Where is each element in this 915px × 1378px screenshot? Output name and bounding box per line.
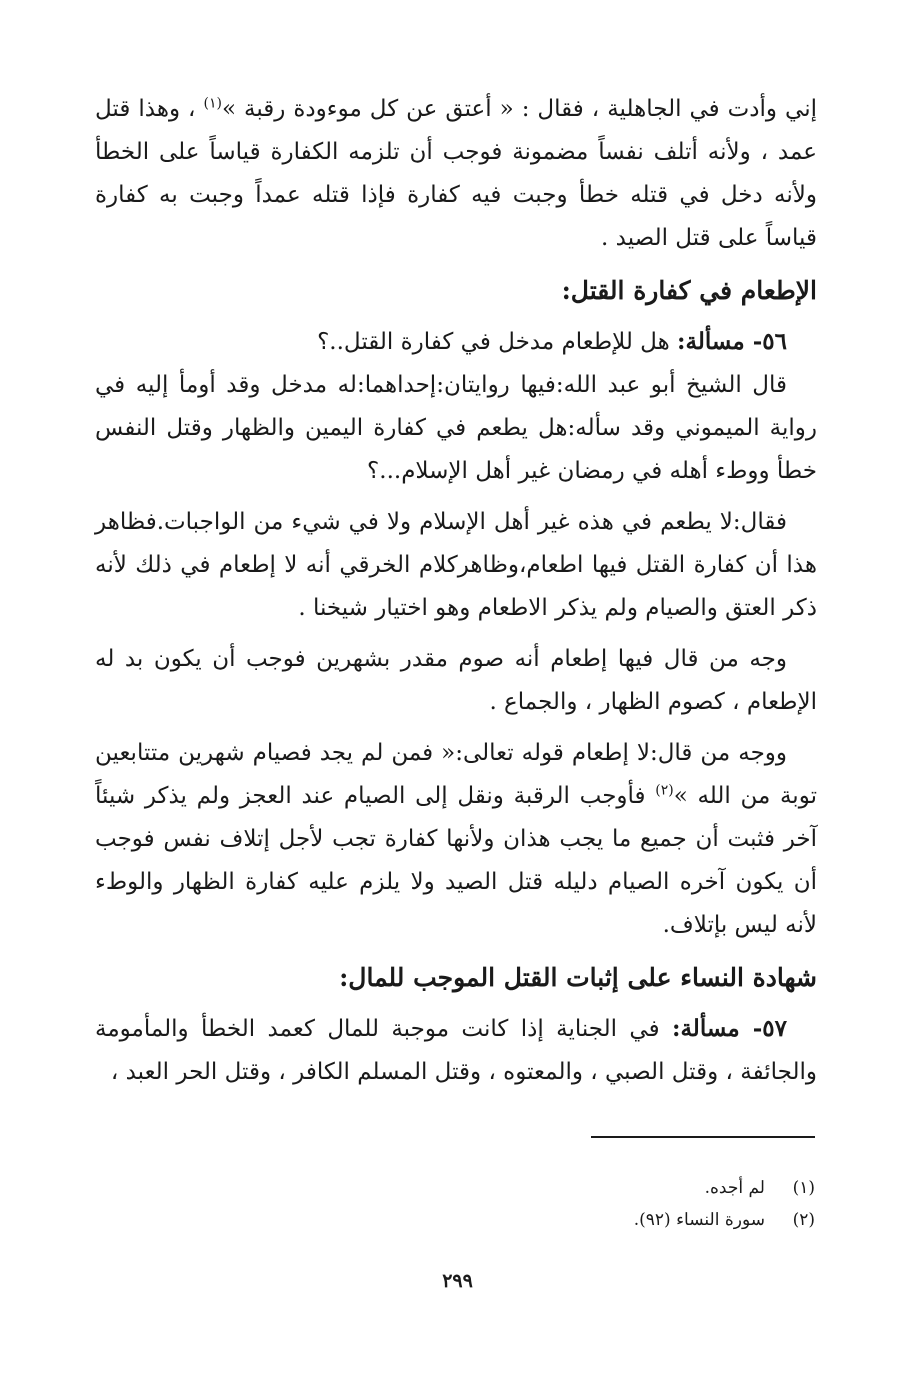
footnote-ref-1: (١) (203, 95, 222, 112)
question-56-number: ٥٦- مسألة: (677, 328, 787, 355)
footnotes (315, 1172, 815, 1236)
footnote-2-text: سورة النساء (٩٢). (633, 1210, 765, 1230)
question-57 (95, 1007, 817, 1094)
paragraph-1-text-b: ، وهذا قتل عمد ، ولأنه أتلف نفساً مضمونة فوجب أن تلزمه الكفارة قياساً على الخطأ ولأنه دخل في قتله خطأ وجبت فيه كفارة فإذا قتله عمداً وجبت به كفارة قياساً على قتل الصيد . (95, 96, 817, 251)
question-56-text: هل للإطعام مدخل في كفارة القتل..؟ (317, 329, 678, 355)
paragraph-5 (95, 732, 817, 947)
footnote-2 (315, 1204, 815, 1236)
section-heading-testimony: شهادة النساء على إثبات القتل الموجب للمال: (339, 963, 817, 992)
paragraph-1-text-a: إني وأدت في الجاهلية ، فقال : « أعتق عن كل موءودة رقبة » (221, 96, 817, 122)
question-57-number: ٥٧- مسألة: (671, 1015, 787, 1042)
paragraph-5-text-a: ووجه من قال:لا إطعام قوله تعالى:« فمن لم يجد فصيام شهرين متتابعين توبة من الله » (95, 740, 817, 809)
section-heading-feeding: الإطعام في كفارة القتل: (561, 276, 817, 305)
footnote-2-number: (٢) (792, 1210, 815, 1230)
paragraph-1 (95, 88, 817, 260)
question-57-text: في الجناية إذا كانت موجبة للمال كعمد الخطأ والمأمومة والجائفة ، وقتل الصبي ، والمعتوه ، وقتل المسلم الكافر ، وقتل الحر العبد ، (95, 1016, 817, 1085)
page-number: ٢٩٩ (442, 1270, 473, 1292)
footnote-1-text: لم أجده. (704, 1178, 765, 1198)
footnote-1-number: (١) (792, 1178, 815, 1198)
footnote-divider (591, 1136, 815, 1138)
paragraph-2: قال الشيخ أبو عبد الله:فيها روايتان:إحداهما:له مدخل وقد أومأ إليه في رواية الميموني وقد سأله:هل يطعم في كفارة اليمين والظهار وقتل النفس خطأ ووطء أهله في رمضان غير أهل الإسلام...؟ (95, 372, 817, 484)
page-body (95, 88, 817, 1094)
paragraph-5-text-b: فأوجب الرقبة ونقل إلى الصيام عند العجز ولم يذكر شيئاً آخر فثبت أن جميع ما يجب هذان ولأنها كفارة تجب لأجل إتلاف نفس فوجب أن يكون آخره الصيام دليله قتل الصيد ولا يلزم عليه كفارة الظهار والوطء لأنه ليس بإتلاف. (95, 783, 817, 938)
paragraph-3: فقال:لا يطعم في هذه غير أهل الإسلام ولا في شيء من الواجبات.فظاهر هذا أن كفارة القتل فيها اطعام،وظاهركلام الخرقي أنه لا إطعام في ذلك لأنه ذكر العتق والصيام ولم يذكر الاطعام وهو اختيار شيخنا . (95, 509, 817, 621)
footnote-1 (315, 1172, 815, 1204)
question-56 (95, 320, 817, 364)
footnote-ref-2: (٢) (655, 782, 674, 799)
paragraph-4: وجه من قال فيها إطعام أنه صوم مقدر بشهرين فوجب أن يكون بد له الإطعام ، كصوم الظهار ، والجماع . (95, 646, 817, 715)
